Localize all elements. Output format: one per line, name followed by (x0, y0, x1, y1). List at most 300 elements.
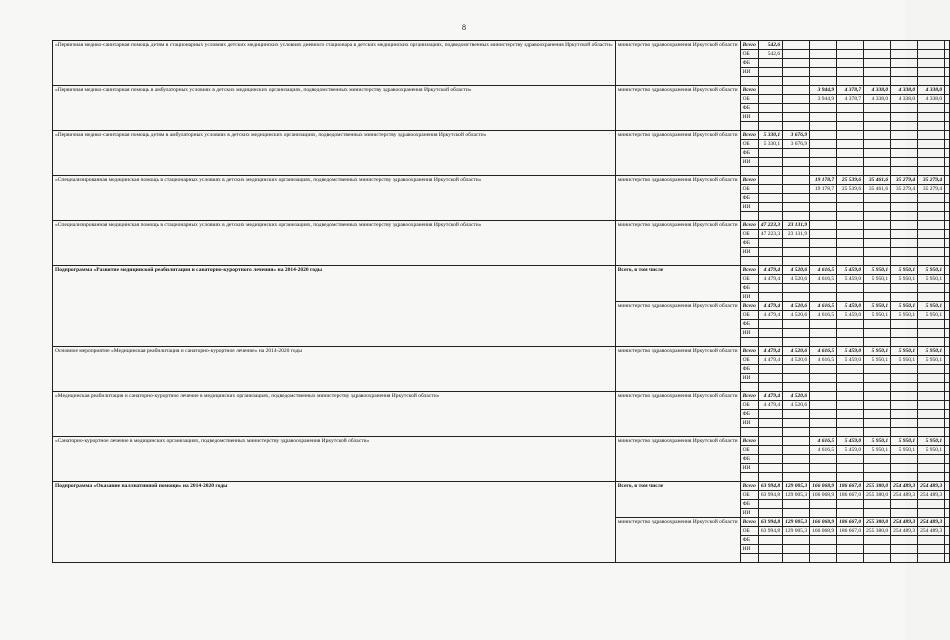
amount-cell (837, 455, 864, 464)
amount-cell: 4 338,0 (864, 95, 891, 104)
amount-cell: 4 338,0 (918, 95, 945, 104)
amount-cell (783, 86, 810, 95)
amount-cell (864, 545, 891, 554)
amount-cell (864, 194, 891, 203)
amount-cell (758, 536, 782, 545)
empty-cell (740, 338, 758, 347)
empty-cell (837, 212, 864, 221)
amount-cell (945, 203, 950, 212)
amount-cell (758, 374, 782, 383)
amount-cell (891, 203, 918, 212)
amount-cell (918, 113, 945, 122)
amount-cell (758, 545, 782, 554)
empty-cell (864, 212, 891, 221)
amount-cell (945, 536, 950, 545)
amount-cell (945, 185, 950, 194)
empty-cell (758, 257, 782, 266)
responsible-executor: министерство здравоохранения Иркутской области (615, 176, 740, 221)
amount-cell: 4 616,5 (810, 437, 837, 446)
empty-cell (945, 554, 950, 563)
amount-cell (891, 221, 918, 230)
empty-cell (758, 212, 782, 221)
amount-cell: 186 667,0 (837, 491, 864, 500)
amount-cell (864, 419, 891, 428)
responsible-executor: министерство здравоохранения Иркутской области (615, 131, 740, 176)
amount-cell (810, 293, 837, 302)
responsible-executor: министерство здравоохранения Иркутской области (615, 392, 740, 437)
amount-cell (945, 194, 950, 203)
empty-cell (810, 122, 837, 131)
empty-cell (945, 122, 950, 131)
amount-cell (837, 203, 864, 212)
amount-cell: 4 616,5 (810, 347, 837, 356)
amount-cell (945, 266, 950, 275)
amount-cell: 5 950,1 (891, 446, 918, 455)
program-name: «Первичная медико-санитарная помощь детям в стационарных условиях детских медицинских условиях дневного стационара в детских медицинских организациях, подведомственных министерству здравоохранения Иркутской области» (53, 41, 616, 86)
amount-cell (837, 500, 864, 509)
empty-cell (810, 554, 837, 563)
amount-cell (918, 41, 945, 50)
amount-cell (945, 239, 950, 248)
amount-cell (891, 59, 918, 68)
empty-cell (918, 383, 945, 392)
amount-cell (945, 311, 950, 320)
funding-source: Всего (740, 347, 758, 356)
amount-cell (783, 185, 810, 194)
empty-cell (837, 257, 864, 266)
amount-cell (837, 131, 864, 140)
amount-cell: 5 950,1 (864, 275, 891, 284)
responsible-executor: министерство здравоохранения Иркутской области (615, 518, 740, 563)
responsible-executor: Всего, в том числе (615, 482, 740, 518)
amount-cell (891, 158, 918, 167)
amount-cell (891, 509, 918, 518)
amount-cell (918, 536, 945, 545)
amount-cell (783, 500, 810, 509)
empty-cell (740, 554, 758, 563)
amount-cell (837, 401, 864, 410)
empty-cell (758, 428, 782, 437)
funding-source: ОБ (740, 275, 758, 284)
amount-cell (918, 59, 945, 68)
funding-source: Всего (740, 221, 758, 230)
funding-source: ФБ (740, 59, 758, 68)
amount-cell (758, 320, 782, 329)
empty-cell (945, 473, 950, 482)
amount-cell (837, 104, 864, 113)
empty-cell (837, 473, 864, 482)
amount-cell (783, 419, 810, 428)
amount-cell: 5 950,1 (891, 266, 918, 275)
amount-cell (945, 158, 950, 167)
amount-cell (837, 149, 864, 158)
amount-cell (810, 221, 837, 230)
amount-cell: 25 539,6 (837, 185, 864, 194)
amount-cell (918, 248, 945, 257)
empty-cell (740, 383, 758, 392)
amount-cell (810, 401, 837, 410)
amount-cell (945, 275, 950, 284)
amount-cell (918, 455, 945, 464)
table-row (53, 176, 950, 185)
amount-cell: 5 950,1 (891, 356, 918, 365)
funding-source: ФБ (740, 455, 758, 464)
empty-cell (918, 554, 945, 563)
amount-cell (945, 284, 950, 293)
amount-cell: 4 479,4 (758, 266, 782, 275)
amount-cell: 254 489,3 (918, 491, 945, 500)
funding-source: ИИ (740, 509, 758, 518)
amount-cell: 4 616,5 (810, 356, 837, 365)
amount-cell (837, 419, 864, 428)
amount-cell (810, 113, 837, 122)
amount-cell (864, 113, 891, 122)
amount-cell: 5 950,1 (918, 275, 945, 284)
amount-cell (810, 419, 837, 428)
amount-cell (864, 284, 891, 293)
amount-cell (918, 149, 945, 158)
amount-cell: 4 378,7 (837, 95, 864, 104)
responsible-executor: министерство здравоохранения Иркутской области (615, 347, 740, 392)
funding-source: ИИ (740, 293, 758, 302)
amount-cell (918, 239, 945, 248)
amount-cell (783, 374, 810, 383)
amount-cell (810, 365, 837, 374)
funding-source: Всего (740, 86, 758, 95)
amount-cell (945, 140, 950, 149)
amount-cell: 166 068,9 (810, 527, 837, 536)
amount-cell: 542,6 (758, 50, 782, 59)
empty-cell (810, 167, 837, 176)
amount-cell (945, 95, 950, 104)
funding-source: Всего (740, 482, 758, 491)
funding-source: ИИ (740, 464, 758, 473)
amount-cell: 5 950,1 (891, 347, 918, 356)
table-row (53, 347, 950, 356)
amount-cell (810, 104, 837, 113)
empty-cell (740, 77, 758, 86)
empty-cell (758, 167, 782, 176)
amount-cell: 4 520,6 (783, 392, 810, 401)
amount-cell (945, 50, 950, 59)
amount-cell (864, 230, 891, 239)
amount-cell (864, 374, 891, 383)
amount-cell (783, 158, 810, 167)
table-row (53, 131, 950, 140)
amount-cell (891, 113, 918, 122)
funding-source: ИИ (740, 248, 758, 257)
amount-cell (758, 248, 782, 257)
amount-cell (837, 248, 864, 257)
program-name: «Первичная медико-санитарная помощь детям в амбулаторных условиях в детских медицинских организациях, подведомственных министерству здравоохранения Иркутской области» (53, 131, 616, 176)
amount-cell (891, 293, 918, 302)
amount-cell (810, 248, 837, 257)
amount-cell: 35 461,6 (864, 176, 891, 185)
program-name: «Медицинская реабилитация и санаторно-курортное лечение в медицинских организациях, подведомственных министерству здравоохранения Иркутской области» (53, 392, 616, 437)
amount-cell (837, 365, 864, 374)
funding-source: ОБ (740, 401, 758, 410)
amount-cell (918, 131, 945, 140)
amount-cell: 5 459,0 (837, 266, 864, 275)
amount-cell (945, 545, 950, 554)
empty-cell (810, 383, 837, 392)
amount-cell (837, 140, 864, 149)
empty-cell (864, 338, 891, 347)
amount-cell: 5 950,1 (864, 311, 891, 320)
amount-cell: 4 520,6 (783, 275, 810, 284)
amount-cell (918, 68, 945, 77)
funding-source: ФБ (740, 104, 758, 113)
amount-cell: 254 489,3 (891, 518, 918, 527)
amount-cell (864, 320, 891, 329)
funding-source: ФБ (740, 149, 758, 158)
amount-cell (837, 293, 864, 302)
amount-cell: 5 950,1 (864, 302, 891, 311)
amount-cell: 4 520,6 (783, 266, 810, 275)
amount-cell (945, 248, 950, 257)
amount-cell: 5 950,1 (891, 311, 918, 320)
amount-cell (945, 320, 950, 329)
amount-cell (945, 68, 950, 77)
amount-cell (837, 536, 864, 545)
amount-cell (810, 374, 837, 383)
amount-cell: 4 616,5 (810, 275, 837, 284)
amount-cell (864, 365, 891, 374)
amount-cell (864, 401, 891, 410)
table-row (53, 482, 950, 491)
amount-cell (758, 419, 782, 428)
amount-cell (758, 185, 782, 194)
responsible-executor: Всего, в том числе (615, 266, 740, 302)
empty-cell (758, 554, 782, 563)
empty-cell (758, 77, 782, 86)
program-name: «Первичная медико-санитарная помощь в амбулаторных условиях в детских медицинских организациях, подведомственных министерству здравоохранения Иркутской области» (53, 86, 616, 131)
amount-cell: 35 279,4 (891, 176, 918, 185)
amount-cell (758, 113, 782, 122)
amount-cell (758, 158, 782, 167)
amount-cell: 5 459,0 (837, 302, 864, 311)
amount-cell (891, 329, 918, 338)
amount-cell (945, 176, 950, 185)
amount-cell: 129 005,3 (783, 482, 810, 491)
amount-cell (783, 194, 810, 203)
amount-cell (864, 104, 891, 113)
amount-cell (810, 464, 837, 473)
amount-cell (945, 401, 950, 410)
table-row (53, 86, 950, 95)
empty-cell (740, 122, 758, 131)
funding-source: ФБ (740, 365, 758, 374)
amount-cell (783, 293, 810, 302)
amount-cell: 129 005,3 (783, 518, 810, 527)
amount-cell (758, 437, 782, 446)
amount-cell (758, 455, 782, 464)
amount-cell (758, 293, 782, 302)
amount-cell: 4 338,0 (918, 86, 945, 95)
amount-cell (864, 509, 891, 518)
amount-cell: 5 950,1 (918, 446, 945, 455)
amount-cell: 5 459,0 (837, 275, 864, 284)
amount-cell: 5 459,0 (837, 356, 864, 365)
amount-cell (918, 401, 945, 410)
amount-cell: 254 489,3 (918, 518, 945, 527)
amount-cell (945, 41, 950, 50)
amount-cell (837, 464, 864, 473)
amount-cell: 4 520,6 (783, 311, 810, 320)
empty-cell (837, 554, 864, 563)
amount-cell: 5 330,1 (758, 140, 782, 149)
amount-cell (864, 536, 891, 545)
empty-cell (918, 257, 945, 266)
responsible-executor: министерство здравоохранения Иркутской области (615, 302, 740, 347)
empty-cell (783, 257, 810, 266)
amount-cell: 4 616,5 (810, 446, 837, 455)
amount-cell: 35 279,4 (918, 176, 945, 185)
amount-cell: 4 479,4 (758, 401, 782, 410)
amount-cell (918, 545, 945, 554)
amount-cell (891, 392, 918, 401)
program-name: «Специализированная медицинская помощь в стационарных условиях в детских медицинских организациях, подведомственных министерству здравоохранения Иркутской области» (53, 176, 616, 221)
amount-cell (918, 374, 945, 383)
amount-cell: 186 667,0 (837, 527, 864, 536)
amount-cell (758, 446, 782, 455)
amount-cell: 4 338,0 (891, 86, 918, 95)
amount-cell: 47 223,3 (758, 230, 782, 239)
amount-cell (837, 329, 864, 338)
funding-source: ФБ (740, 194, 758, 203)
amount-cell (837, 392, 864, 401)
empty-cell (918, 167, 945, 176)
amount-cell (891, 68, 918, 77)
amount-cell (918, 293, 945, 302)
empty-cell (837, 338, 864, 347)
empty-cell (810, 212, 837, 221)
amount-cell: 5 950,1 (891, 302, 918, 311)
empty-cell (864, 77, 891, 86)
amount-cell (864, 221, 891, 230)
amount-cell: 63 994,8 (758, 491, 782, 500)
budget-table (52, 40, 950, 563)
amount-cell (758, 194, 782, 203)
amount-cell (891, 194, 918, 203)
amount-cell (783, 455, 810, 464)
amount-cell: 254 489,3 (891, 491, 918, 500)
amount-cell: 255 380,0 (864, 518, 891, 527)
amount-cell (837, 158, 864, 167)
amount-cell: 35 279,4 (918, 185, 945, 194)
amount-cell (918, 104, 945, 113)
funding-source: ОБ (740, 50, 758, 59)
funding-source: Всего (740, 518, 758, 527)
amount-cell (891, 464, 918, 473)
funding-source: Всего (740, 392, 758, 401)
amount-cell: 255 380,0 (864, 527, 891, 536)
amount-cell (837, 410, 864, 419)
amount-cell (945, 221, 950, 230)
amount-cell (945, 374, 950, 383)
amount-cell (783, 41, 810, 50)
amount-cell (918, 284, 945, 293)
amount-cell (783, 68, 810, 77)
amount-cell (945, 113, 950, 122)
empty-cell (758, 338, 782, 347)
funding-source: ИИ (740, 203, 758, 212)
amount-cell (864, 464, 891, 473)
amount-cell: 186 667,0 (837, 518, 864, 527)
empty-cell (810, 338, 837, 347)
amount-cell (918, 419, 945, 428)
amount-cell (945, 527, 950, 536)
responsible-executor: министерство здравоохранения Иркутской области (615, 437, 740, 482)
empty-cell (891, 338, 918, 347)
amount-cell (810, 230, 837, 239)
amount-cell: 254 489,3 (918, 482, 945, 491)
amount-cell (945, 500, 950, 509)
amount-cell (837, 509, 864, 518)
empty-cell (740, 167, 758, 176)
amount-cell (891, 536, 918, 545)
amount-cell: 19 178,7 (810, 176, 837, 185)
amount-cell (945, 419, 950, 428)
amount-cell: 63 994,8 (758, 482, 782, 491)
amount-cell (918, 230, 945, 239)
amount-cell (810, 59, 837, 68)
amount-cell: 3 944,9 (810, 95, 837, 104)
funding-source: Всего (740, 41, 758, 50)
amount-cell (837, 41, 864, 50)
amount-cell (891, 320, 918, 329)
amount-cell: 5 950,1 (918, 302, 945, 311)
amount-cell: 4 479,4 (758, 302, 782, 311)
amount-cell (918, 203, 945, 212)
amount-cell (758, 509, 782, 518)
amount-cell (783, 410, 810, 419)
amount-cell (945, 356, 950, 365)
amount-cell: 166 068,9 (810, 518, 837, 527)
amount-cell (918, 509, 945, 518)
program-name: «Специализированная медицинская помощь в стационарных условиях в детских медицинских организациях, подведомственных министерству здравоохранения Иркутской области» (53, 221, 616, 266)
funding-source: ОБ (740, 95, 758, 104)
empty-cell (837, 122, 864, 131)
amount-cell (864, 149, 891, 158)
amount-cell (758, 239, 782, 248)
empty-cell (918, 122, 945, 131)
amount-cell (945, 86, 950, 95)
amount-cell (891, 50, 918, 59)
amount-cell (945, 59, 950, 68)
empty-cell (783, 167, 810, 176)
amount-cell: 4 520,6 (783, 302, 810, 311)
amount-cell (891, 41, 918, 50)
table-row (53, 41, 950, 50)
amount-cell: 35 461,6 (864, 185, 891, 194)
responsible-executor: министерство здравоохранения Иркутской области (615, 41, 740, 86)
amount-cell: 47 223,3 (758, 221, 782, 230)
empty-cell (740, 473, 758, 482)
amount-cell: 3 676,9 (783, 131, 810, 140)
empty-cell (891, 473, 918, 482)
amount-cell: 5 950,1 (864, 266, 891, 275)
amount-cell: 3 944,9 (810, 86, 837, 95)
amount-cell (945, 131, 950, 140)
amount-cell (891, 140, 918, 149)
program-name: Подпрограмма «Развитие медицинской реабилитации и санаторно-курортного лечения» на 2014-2020 годы (53, 266, 616, 347)
empty-cell (864, 167, 891, 176)
amount-cell (837, 320, 864, 329)
empty-cell (945, 428, 950, 437)
amount-cell: 186 667,0 (837, 482, 864, 491)
amount-cell: 63 994,8 (758, 527, 782, 536)
